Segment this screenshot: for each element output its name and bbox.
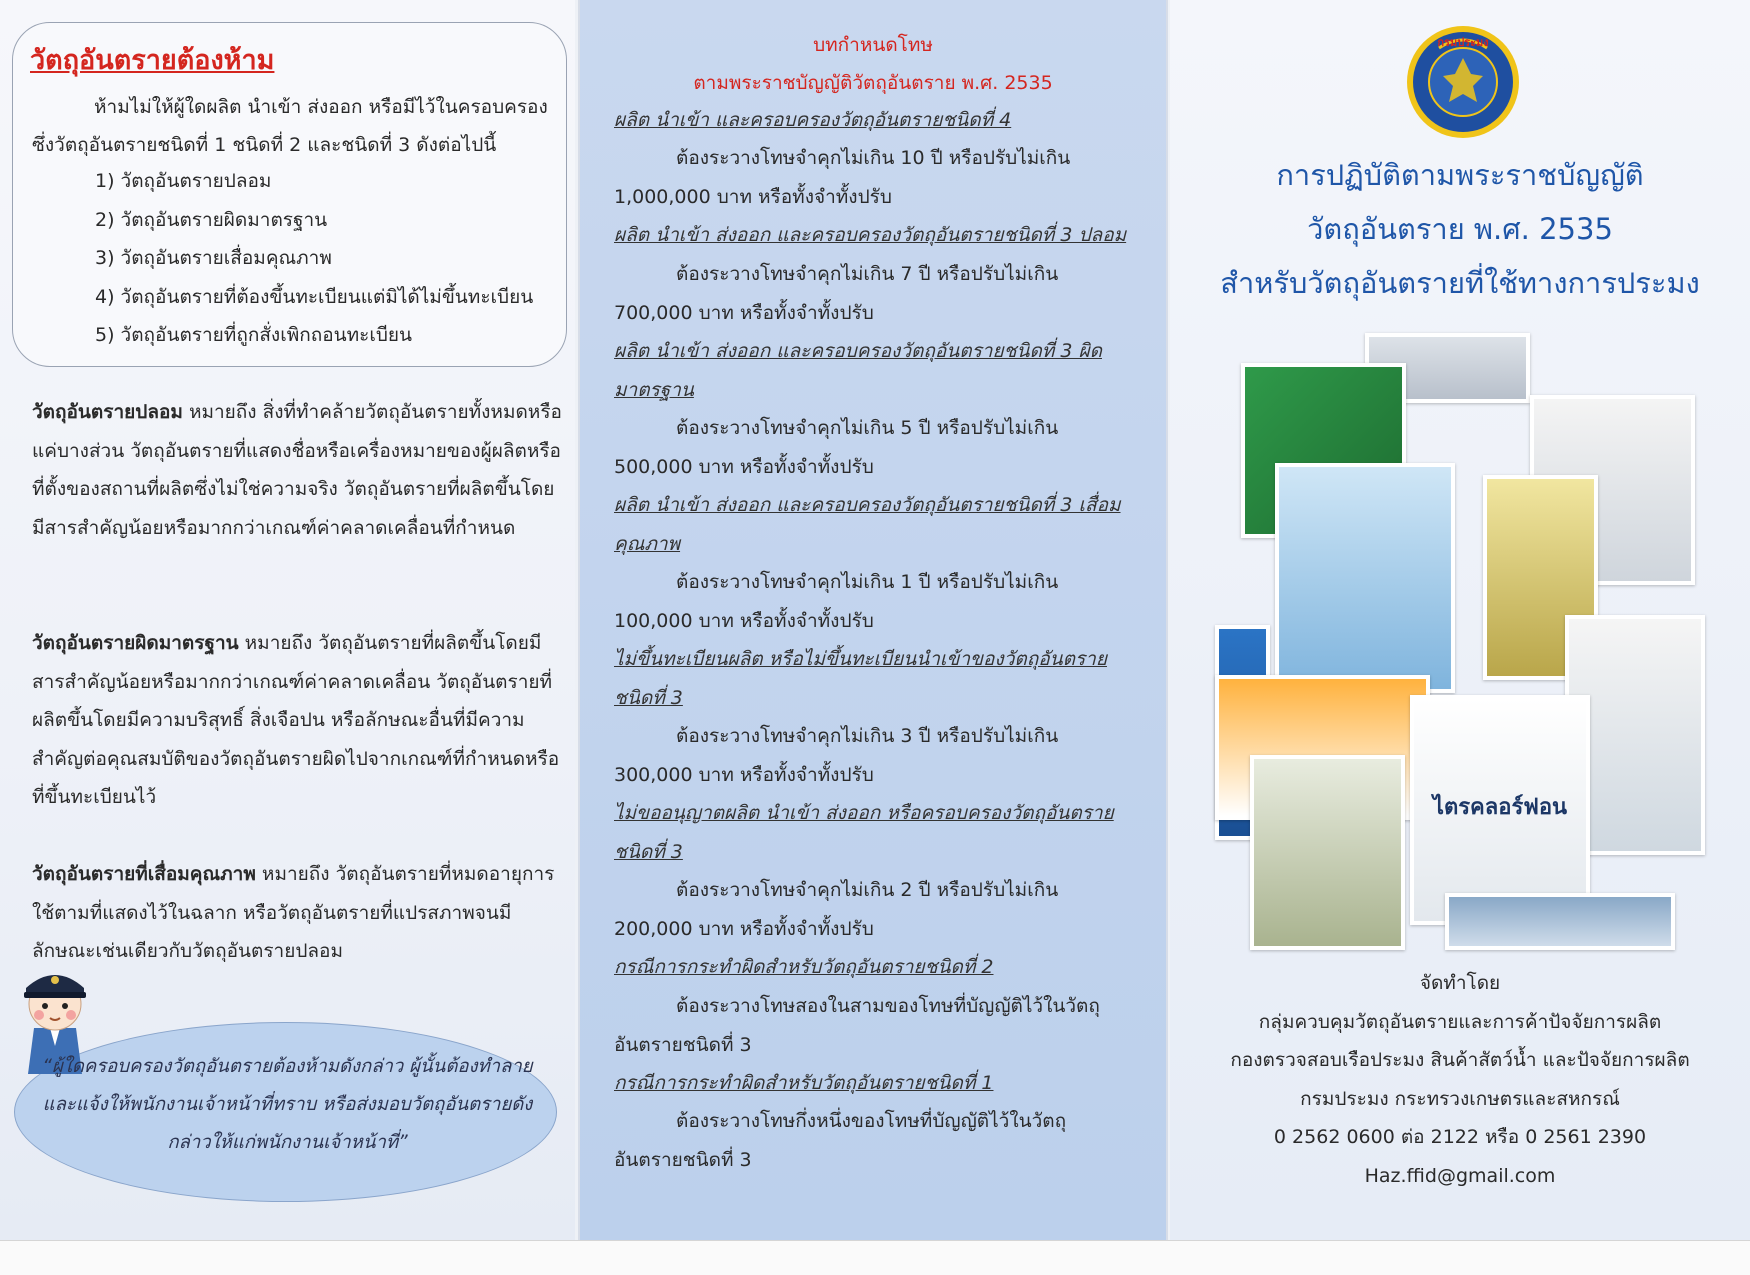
- penalty-body: ต้องระวางโทษจำคุกไม่เกิน 7 ปี หรือปรับไม่เกิน 700,000 บาท หรือทั้งจำทั้งปรับ: [614, 263, 1059, 324]
- penalty-body: ต้องระวางโทษจำคุกไม่เกิน 10 ปี หรือปรับไม่เกิน 1,000,000 บาท หรือทั้งจำทั้งปรับ: [614, 147, 1071, 208]
- quote-text: “ผู้ใดครอบครองวัตถุอันตรายต้องห้ามดังกล่าว ผู้นั้นต้องทำลาย และแจ้งให้พนักงานเจ้าหน้าที่ทราบ หรือส่งมอบวัตถุอันตรายดังกล่าวให้แก่พนักงานเจ้าหน้าที่”: [42, 1056, 533, 1153]
- penalty-heading: กรณีการกระทำผิดสำหรับวัตถุอันตรายชนิดที่ 2: [614, 956, 994, 978]
- definition-deteriorated: [32, 855, 562, 971]
- definition-text: หมายถึง สิ่งที่ทำคล้ายวัตถุอันตรายทั้งหมดหรือแค่บางส่วน วัตถุอันตรายที่แสดงชื่อหรือเครื่องหมายของผู้ผลิตหรือที่ตั้งของสถานที่ผลิตซึ่งไม่ใช่ความจริง วัตถุอันตรายที่ผลิตขึ้นโดยมีสารสำคัญน้อยหรือมากกว่าเกณฑ์ค่าคลาดเคลื่อนที่กำหนด: [32, 401, 562, 539]
- prohibited-intro: ห้ามไม่ให้ผู้ใดผลิต นำเข้า ส่งออก หรือมีไว้ในครอบครองซึ่งวัตถุอันตรายชนิดที่ 1 ชนิดที่ 2 และชนิดที่ 3 ดังต่อไปนี้: [32, 96, 548, 156]
- penalty-heading: ไม่ขออนุญาตผลิต นำเข้า ส่งออก หรือครอบครองวัตถุอันตรายชนิดที่ 3: [614, 802, 1114, 863]
- penalty-body: ต้องระวางโทษสองในสามของโทษที่บัญญัติไว้ในวัตถุอันตรายชนิดที่ 3: [614, 995, 1100, 1056]
- main-title-line-3: สำหรับวัตถุอันตรายที่ใช้ทางการประมง: [1220, 266, 1700, 300]
- prohibited-list: [95, 162, 533, 355]
- penalty-title: บทกำหนดโทษ: [813, 34, 933, 56]
- definition-text: หมายถึง วัตถุอันตรายที่หมดอายุการใช้ตามที่แสดงไว้ในฉลาก หรือวัตถุอันตรายที่แปรสภาพจนมีลักษณะเช่นเดียวกับวัตถุอันตรายปลอม: [32, 863, 555, 962]
- penalty-heading: ผลิต นำเข้า และครอบครองวัตถุอันตรายชนิดที่ 4: [614, 109, 1012, 131]
- penalty-heading: ไม่ขึ้นทะเบียนผลิต หรือไม่ขึ้นทะเบียนนำเข้าของวัตถุอันตรายชนิดที่ 3: [614, 648, 1107, 709]
- organization-line-3: กรมประมง กระทรวงเกษตรและสหกรณ์: [1300, 1088, 1620, 1110]
- product-photo-collage: [1215, 325, 1705, 950]
- contact-phone: 0 2562 0600 ต่อ 2122 หรือ 0 2561 2390: [1273, 1126, 1647, 1148]
- prohibited-title: วัตถุอันตรายต้องห้าม: [30, 45, 275, 76]
- main-title-line-1: การปฏิบัติตามพระราชบัญญัติ: [1276, 158, 1644, 192]
- product-photo-probiotic-bag: [1275, 463, 1455, 693]
- penalty-heading: ผลิต นำเข้า ส่งออก และครอบครองวัตถุอันตรายชนิดที่ 3 เสื่อมคุณภาพ: [614, 494, 1121, 555]
- definition-text: หมายถึง วัตถุอันตรายที่ผลิตขึ้นโดยมีสารสำคัญน้อยหรือมากกว่าเกณฑ์ค่าคลาดเคลื่อน วัตถุอันตรายที่ผลิตขึ้นโดยมีความบริสุทธิ์ สิ่งเจือปน หรือลักษณะอื่นที่มีความสำคัญต่อคุณสมบัติของวัตถุอันตรายผิดไปจากเกณฑ์ที่กำหนดหรือที่ขึ้นทะเบียนไว้: [32, 632, 560, 808]
- contact-email: Haz.ffid@gmail.com: [1364, 1165, 1556, 1187]
- definition-term: วัตถุอันตรายปลอม: [32, 401, 183, 423]
- penalty-heading: กรณีการกระทำผิดสำหรับวัตถุอันตรายชนิดที่ 1: [614, 1072, 994, 1094]
- organization-line-2: กองตรวจสอบเรือประมง สินค้าสัตว์น้ำ และปัจจัยการผลิต: [1230, 1049, 1690, 1071]
- list-item: 4) วัตถุอันตรายที่ต้องขึ้นทะเบียนแต่มิได้ไม่ขึ้นทะเบียน: [95, 285, 534, 308]
- product-photo-sack-bottom: [1445, 893, 1675, 950]
- department-of-fisheries-logo: [1405, 24, 1521, 140]
- penalty-subtitle: ตามพระราชบัญญัติวัตถุอันตราย พ.ศ. 2535: [693, 72, 1053, 94]
- penalty-body: ต้องระวางโทษจำคุกไม่เกิน 1 ปี หรือปรับไม่เกิน 100,000 บาท หรือทั้งจำทั้งปรับ: [614, 571, 1059, 632]
- list-item: 1) วัตถุอันตรายปลอม: [95, 170, 272, 192]
- penalty-body: ต้องระวางโทษจำคุกไม่เกิน 5 ปี หรือปรับไม่เกิน 500,000 บาท หรือทั้งจำทั้งปรับ: [614, 417, 1059, 478]
- definition-counterfeit: [32, 393, 562, 547]
- list-item: 3) วัตถุอันตรายเสื่อมคุณภาพ: [95, 247, 332, 269]
- product-label: ไตรคลอร์ฟอน: [1432, 795, 1568, 820]
- organization-line-1: กลุ่มควบคุมวัตถุอันตรายและการค้าปัจจัยการผลิต: [1258, 1011, 1662, 1033]
- penalty-body: ต้องระวางโทษจำคุกไม่เกิน 2 ปี หรือปรับไม่เกิน 200,000 บาท หรือทั้งจำทั้งปรับ: [614, 879, 1059, 940]
- scan-bottom-strip: [0, 1240, 1750, 1275]
- penalty-body: ต้องระวางโทษกึ่งหนึ่งของโทษที่บัญญัติไว้ในวัตถุอันตรายชนิดที่ 3: [614, 1110, 1067, 1171]
- product-photo-trichlorfon-bucket: [1410, 695, 1590, 925]
- list-item: 5) วัตถุอันตรายที่ถูกสั่งเพิกถอนทะเบียน: [95, 324, 413, 346]
- definition-substandard: [32, 624, 562, 817]
- penalty-heading: ผลิต นำเข้า ส่งออก และครอบครองวัตถุอันตรายชนิดที่ 3 ปลอม: [614, 224, 1127, 246]
- svg-text:กรมประมง: กรมประมง: [1437, 36, 1489, 49]
- list-item: 2) วัตถุอันตรายผิดมาตรฐาน: [95, 208, 328, 231]
- product-photo-jar: [1250, 755, 1405, 950]
- definition-term: วัตถุอันตรายที่เสื่อมคุณภาพ: [32, 863, 256, 885]
- main-title-line-2: วัตถุอันตราย พ.ศ. 2535: [1307, 212, 1613, 246]
- penalty-heading: ผลิต นำเข้า ส่งออก และครอบครองวัตถุอันตรายชนิดที่ 3 ผิดมาตรฐาน: [614, 340, 1102, 401]
- definition-term: วัตถุอันตรายผิดมาตรฐาน: [32, 632, 239, 654]
- penalty-body: ต้องระวางโทษจำคุกไม่เกิน 3 ปี หรือปรับไม่เกิน 300,000 บาท หรือทั้งจำทั้งปรับ: [614, 725, 1059, 786]
- credit-label: จัดทำโดย: [1419, 972, 1501, 994]
